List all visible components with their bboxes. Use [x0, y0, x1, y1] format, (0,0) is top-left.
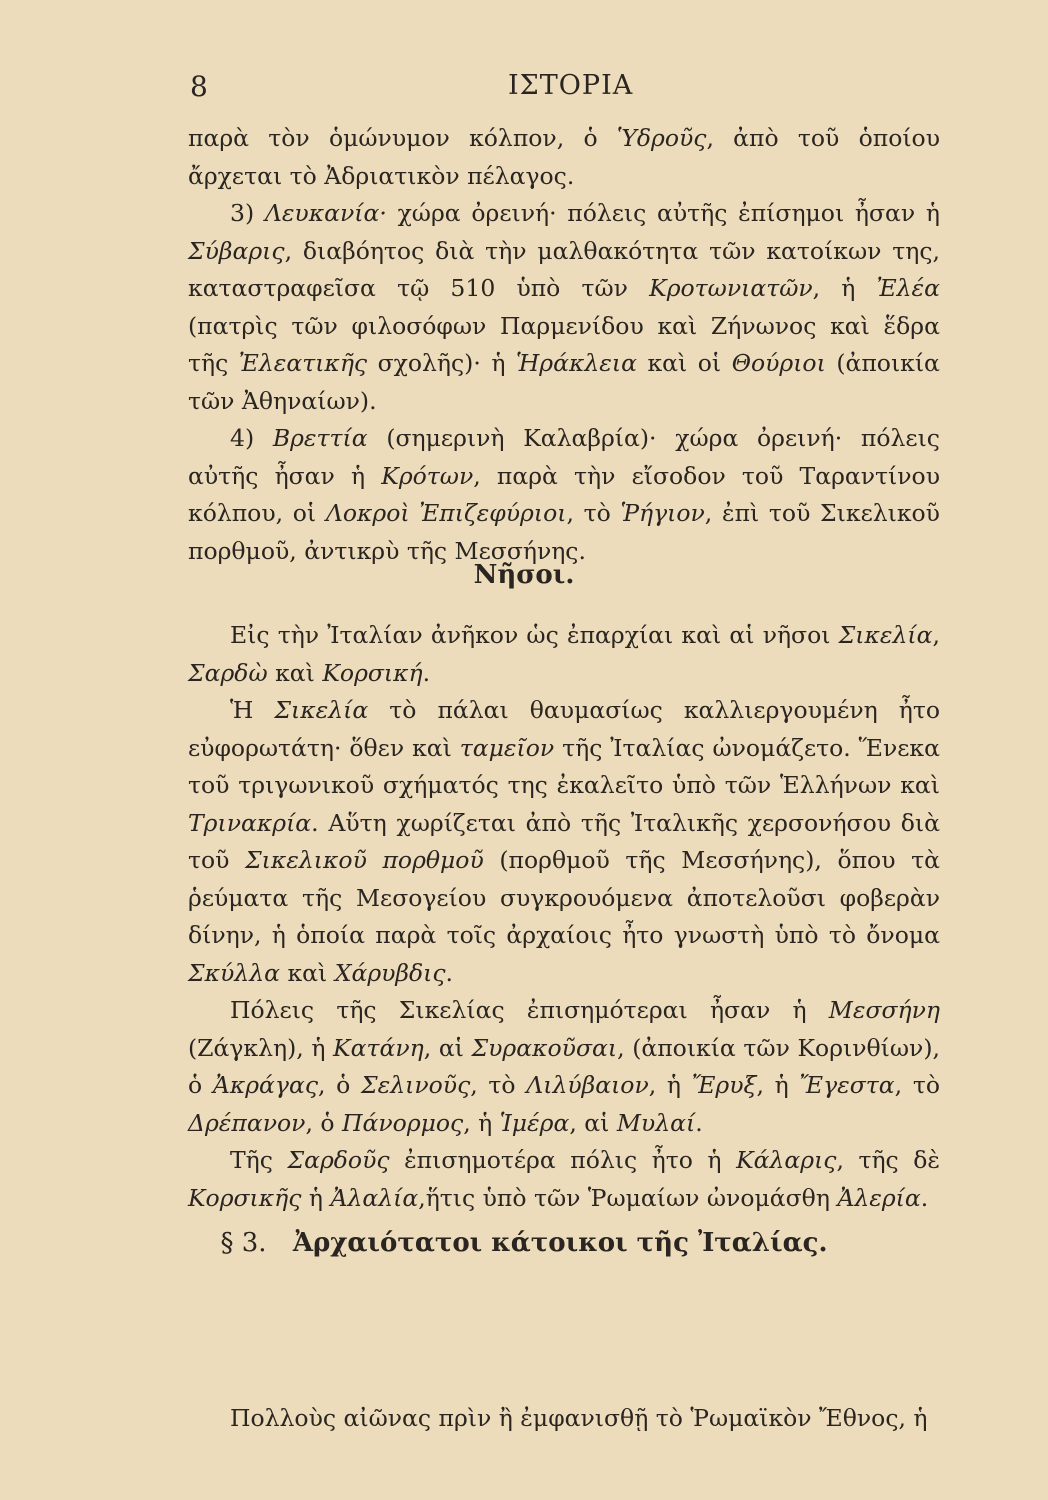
text-run: Πολλοὺς αἰῶνας πρὶν ἢ ἐμφανισθῇ τὸ Ῥωμαϊκὸν Ἔθνος, ἡ [230, 1404, 928, 1432]
term-kroton: Κρότων [381, 461, 474, 490]
text-run: , ὁ [318, 1071, 351, 1099]
text-run: σχολῆς)· ἡ [377, 349, 506, 377]
text-run: , ἡ [648, 1071, 681, 1099]
text-run: καὶ οἱ [647, 349, 722, 377]
item-number: 3) [230, 199, 255, 227]
term-hydrous: Ὑδροῦς [616, 124, 707, 152]
islands-section [188, 617, 940, 1217]
text-run: Τῆς [230, 1146, 273, 1174]
term-akragas: Ἀκράγας [212, 1071, 319, 1099]
term-skylla: Σκύλλα [188, 958, 280, 987]
term-porthmos: Σικελικοῦ πορθμοῦ [245, 846, 484, 874]
text-run: , (ἀποικία τῶν Κορινθίων), ὁ [188, 1033, 940, 1099]
term-brettia: Βρεττία [272, 424, 368, 452]
text-run: (πορθμοῦ τῆς Μεσσήνης), ὅπου τὰ ῥεύματα τῆς Μεσογείου συγκρουόμενα ἀποτελοῦσι φοβερὰν δίνην, ἡ ὁποία παρὰ τοῖς ἀρχαίοις ἦτο γνωστὴ ὑπὸ τὸ ὄνομα [188, 846, 940, 949]
term-lokroi: Λοκροὶ Ἐπιζεφύριοι [325, 499, 567, 527]
term-selinous: Σελινοῦς [361, 1071, 471, 1099]
term-panormos: Πάνορμος [342, 1108, 464, 1137]
text-run: , διαβόητος διὰ τὴν μαλθακότητα τῶν κατοίκων της, καταστραφεῖσα τῷ 510 ὑπὸ τῶν [188, 236, 940, 302]
text-run: Εἰς τὴν Ἰταλίαν ἀνῆκον ὡς ἐπαρχίαι καὶ αἱ νῆσοι [230, 621, 831, 649]
term-herakleia: Ἡράκλεια [515, 349, 637, 377]
page-header [0, 70, 1048, 110]
text-run: , τὸ [470, 1071, 516, 1099]
term-charybdis: Χάρυβδις [334, 958, 446, 987]
text-run: . Αὕτη χωρίζεται ἀπὸ τῆς Ἰταλικῆς χερσονήσου διὰ τοῦ [188, 808, 940, 874]
running-title: ΙΣΤΟΡΙΑ [508, 70, 634, 101]
paragraph-sardinia-corsica [188, 1142, 940, 1217]
term-messini: Μεσσήνη [828, 996, 940, 1024]
text-run: καὶ [287, 958, 328, 987]
text-run: , παρὰ τὴν εἴσοδον τοῦ Ταραντίνου κόλπου, οἱ [188, 461, 940, 527]
text-run: , αἱ [569, 1108, 610, 1137]
term-thourioi: Θούριοι [731, 349, 826, 377]
term-syrakousai: Συρακοῦσαι [471, 1033, 618, 1062]
term-eleatikis: Ἐλεατικῆς [238, 349, 368, 377]
term-alalia: Ἀλαλία [330, 1183, 419, 1212]
text-run: Πόλεις τῆς Σικελίας ἐπισημότεραι ἦσαν ἡ [230, 996, 807, 1024]
text-run: , τὸ [894, 1071, 940, 1099]
text-run: , ἀπὸ τοῦ ὁποίου ἄρχεται τὸ Ἀδριατικὸν πέλαγος. [188, 124, 940, 190]
text-run: (σημερινὴ Καλαβρία)· χώρα ὀρεινή· πόλεις αὐτῆς ἦσαν ἡ [188, 424, 940, 490]
text-run: , ὁ [305, 1108, 335, 1137]
term-elea: Ἐλέα [876, 274, 940, 302]
term-katani: Κατάνη [333, 1033, 424, 1062]
text-run: τὸ πάλαι θαυμασίως καλλιεργουμένη ἦτο εὐφορωτάτη· ὅθεν καὶ [188, 696, 940, 762]
text-run: Ἡ [230, 696, 254, 724]
text-run: ,ἥτις ὑπὸ τῶν Ῥωμαίων ὠνομάσθη [418, 1183, 830, 1212]
section-number: § 3. [220, 1228, 267, 1258]
text-run: χώρα ὀρεινή· πόλεις αὐτῆς ἐπίσημοι ἦσαν ἡ [397, 199, 940, 227]
page-number: 8 [190, 70, 208, 103]
text-run: (ἀποικία τῶν Ἀθηναίων). [188, 349, 940, 415]
item-number: 4) [230, 424, 255, 452]
text-run: . [422, 658, 431, 687]
text-run: τῆς Ἰταλίας ὠνομάζετο. Ἕνεκα τοῦ τριγωνικοῦ σχήματός της ἐκαλεῖτο ὑπὸ τῶν Ἑλλήνων καὶ [188, 733, 940, 799]
paragraph-provinces [188, 617, 940, 692]
text-run: , αἱ [423, 1033, 464, 1062]
paragraph-sicilian-cities [188, 992, 940, 1142]
text-run: . [445, 958, 454, 987]
text-run: , [932, 621, 940, 649]
term-eryx: Ἔρυξ [691, 1071, 757, 1099]
term-sardo: Σαρδὼ [188, 658, 268, 687]
term-rhegion: Ῥήγιον [620, 499, 705, 527]
term-sardous: Σαρδοῦς [287, 1146, 390, 1174]
text-run: , ἐπὶ τοῦ Σικελικοῦ πορθμοῦ, ἀντικρὺ τῆς Μεσσήνης. [188, 499, 940, 565]
term-kalaris: Κάλαρις [736, 1146, 837, 1174]
term-drepanon: Δρέπανον [188, 1108, 306, 1137]
text-run: ἡ [308, 1183, 324, 1212]
section-heading [0, 1228, 1048, 1258]
subheading-islands: Νῆσοι. [473, 560, 575, 590]
paragraph-ancient-inhabitants [188, 1400, 940, 1438]
paragraph-brettia [188, 420, 940, 570]
paragraph-sicily [188, 692, 940, 992]
term-leukania: Λευκανία· [264, 199, 387, 227]
section-title: Ἀρχαιότατοι κάτοικοι τῆς Ἰταλίας. [292, 1228, 828, 1258]
text-run: , τῆς δὲ [836, 1146, 940, 1174]
term-egesta: Ἔγεστα [799, 1071, 895, 1099]
text-run: , ἡ [463, 1108, 493, 1137]
term-aleria: Ἀλερία [837, 1183, 921, 1212]
text-run: , ἡ [756, 1071, 789, 1099]
text-run: . [920, 1183, 929, 1212]
text-run: ἐπισημοτέρα πόλις ἦτο ἡ [404, 1146, 722, 1174]
text-run: (Ζάγκλη), ἡ [188, 1033, 326, 1062]
text-run: παρὰ τὸν ὁμώνυμον κόλπον, ὁ [188, 124, 598, 152]
term-sikelia: Σικελία [274, 696, 369, 724]
term-sikelia: Σικελία [838, 621, 933, 649]
paragraph-leukania [188, 195, 940, 420]
term-tameion: ταμεῖον [459, 733, 555, 762]
text-run: καὶ [275, 658, 315, 687]
term-krotoniaton: Κροτωνιατῶν [649, 274, 813, 302]
paragraph-regions [188, 120, 940, 570]
term-korsiki: Κορσική [322, 658, 423, 687]
term-trinakria: Τρινακρία [188, 808, 312, 837]
term-lilybaion: Λιλύβαιον [526, 1071, 649, 1099]
text-run: . [695, 1108, 703, 1137]
text-run: , τὸ [566, 499, 611, 527]
term-sybaris: Σύβαρις [188, 236, 285, 265]
term-korsikis: Κορσικῆς [188, 1183, 302, 1212]
text-run: , ἡ [812, 274, 856, 302]
text-run: (πατρὶς τῶν φιλοσόφων Παρμενίδου καὶ Ζήνωνος καὶ ἕδρα τῆς [188, 311, 940, 377]
term-himera: Ἱμέρα [499, 1108, 570, 1137]
term-mylai: Μυλαί [616, 1108, 696, 1137]
